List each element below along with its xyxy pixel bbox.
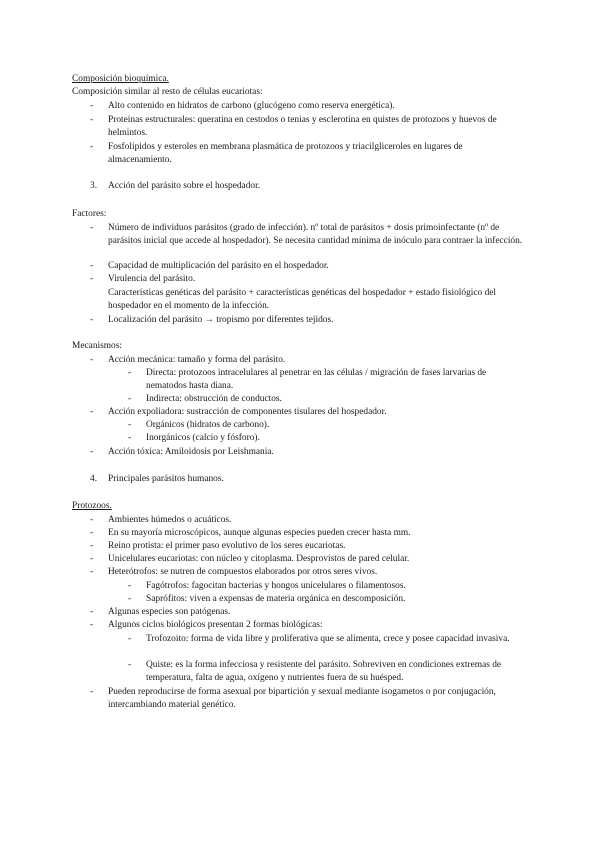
sub-list-item: Directa: protozoos intracelulares al penetrar en las células / migración de fases larvarias de nematodos hasta diana. — [146, 368, 487, 391]
list-item: Unicelulares eucariotas: con núcleo y citoplasma. Desprovistos de pared celular. — [108, 554, 410, 564]
section-title: Acción del parásito sobre el hospedador. — [108, 181, 261, 191]
bullet-dash: - — [128, 394, 132, 404]
bullet-dash: - — [90, 223, 94, 233]
bullet-dash: - — [90, 620, 94, 630]
bullet-dash: - — [90, 567, 94, 577]
heading-composicion: Composición bioquímica. — [72, 74, 169, 84]
list-item: Heterótrofos: se nutren de compuestos elaborados por otros seres vivos. — [108, 567, 378, 577]
bullet-dash: - — [128, 660, 132, 670]
heading-factores: Factores: — [72, 209, 107, 219]
bullet-dash: - — [128, 634, 132, 644]
sub-list-item: Trofozoito: forma de vida libre y proliferativa que se alimenta, crece y posee capacidad invasiva. — [146, 634, 510, 644]
heading-mecanismos: Mecanismos: — [72, 341, 122, 351]
section-title: Principales parásitos humanos. — [108, 474, 224, 484]
bullet-dash: - — [90, 447, 94, 457]
list-item: Capacidad de multiplicación del parásito en el hospedador. — [108, 261, 329, 271]
list-item: Proteínas estructurales: queratina en cestodos o tenias y esclerotina en quistes de protozoos y huevos de helmintos. — [108, 115, 497, 138]
bullet-dash: - — [90, 541, 94, 551]
list-item: Algunas especies son patógenas. — [108, 607, 231, 617]
section-number: 3. — [90, 181, 98, 191]
bullet-dash: - — [90, 515, 94, 525]
list-item: Alto contenido en hidratos de carbono (glucógeno como reserva energética). — [108, 101, 395, 111]
bullet-dash: - — [128, 581, 132, 591]
list-item: Algunos ciclos biológicos presentan 2 formas biológicas: — [108, 620, 323, 630]
list-item: En su mayoría microscópicos, aunque algunas especies pueden crecer hasta mm. — [108, 528, 411, 538]
bullet-dash: - — [128, 594, 132, 604]
sub-list-item: Inorgánicos (calcio y fósforo). — [146, 433, 260, 443]
intro-composicion: Composición similar al resto de células eucariotas: — [72, 87, 263, 97]
bullet-dash: - — [90, 554, 94, 564]
list-item: Pueden reproducirse de forma asexual por bipartición y sexual mediante isogametos o por conjugación, intercambiando material genético. — [108, 687, 496, 710]
list-item: Localización del parásito → tropismo por diferentes tejidos. — [108, 315, 334, 325]
sub-list-item: Fagótrofos: fagocitan bacterias y hongos unicelulares o filamentosos. — [146, 581, 406, 591]
bullet-dash: - — [90, 528, 94, 538]
bullet-dash: - — [90, 101, 94, 111]
list-item: Características genéticas del parásito + características genéticas del hospedador + estado fisiológico del hospedador en el momento de la infección. — [108, 288, 497, 311]
sub-list-item: Indirecta: obstrucción de conductos. — [146, 394, 282, 404]
list-item: Acción tóxica: Amiloidosis por Leishmania. — [108, 447, 274, 457]
section-number: 4. — [90, 474, 98, 484]
sub-list-item: Orgánicos (hidratos de carbono). — [146, 420, 270, 430]
list-item: Fosfolípidos y esteroles en membrana plasmática de protozoos y triacilgliceroles en lugares de almacenamiento. — [108, 142, 463, 165]
bullet-dash: - — [90, 687, 94, 697]
heading-protozoos: Protozoos. — [72, 501, 112, 511]
list-item: Acción expoliadora: sustracción de componentes tisulares del hospedador. — [108, 407, 387, 417]
list-item: Reino protista: el primer paso evolutivo de los seres eucariotas. — [108, 541, 346, 551]
sub-list-item: Saprófitos: viven a expensas de materia orgánica en descomposición. — [146, 594, 406, 604]
list-item: Virulencia del parásito. — [108, 274, 196, 284]
list-item: Acción mecánica: tamaño y forma del parásito. — [108, 355, 286, 365]
bullet-dash: - — [90, 115, 94, 125]
list-item: Número de individuos parásitos (grado de infección). nº total de parásitos + dosis primoinfectante (nº de parásitos inicial que accede al hospedador). Se necesita cantidad mínima de inóculo para contraer la infección. — [108, 223, 523, 246]
bullet-dash: - — [128, 368, 132, 378]
bullet-dash: - — [90, 274, 94, 284]
bullet-dash: - — [90, 607, 94, 617]
bullet-dash: - — [90, 355, 94, 365]
bullet-dash: - — [128, 420, 132, 430]
bullet-dash: - — [90, 142, 94, 152]
bullet-dash: - — [128, 433, 132, 443]
list-item: Ambientes húmedos o acuáticos. — [108, 515, 232, 525]
sub-list-item: Quiste: es la forma infecciosa y resistente del parásito. Sobreviven en condiciones extremas de temperatura, falta de agua, oxígeno y nutrientes fuera de su huésped. — [146, 660, 502, 683]
bullet-dash: - — [90, 407, 94, 417]
bullet-dash: - — [90, 261, 94, 271]
bullet-dash: - — [90, 315, 94, 325]
